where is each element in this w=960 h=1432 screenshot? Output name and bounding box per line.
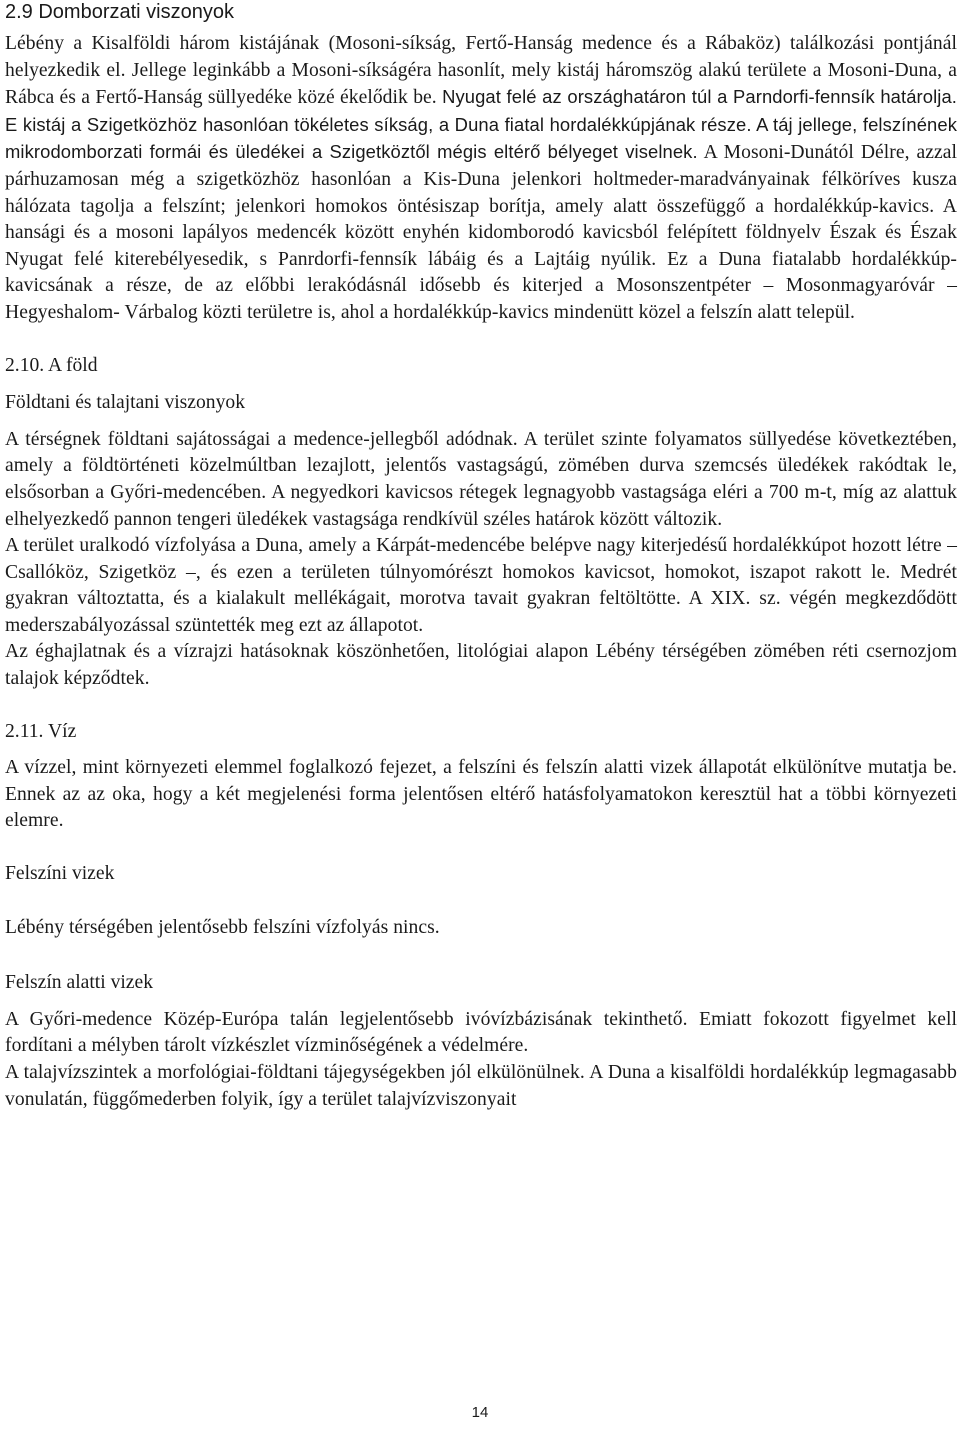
paragraph: A térségnek földtani sajátosságai a medence-jellegből adódnak. A terület szinte folyamatos süllyedése következtében, amely a földtörténeti közelmúltban lezajlott, jelentős vastagságú, zömében durva szemcsés üledékek rakódtak le, elsősorban a Győri-medencében. A negyedkori kavicsos rétegek legnagyobb vastagsága eléri a 700 m-t, míg az alattuk elhelyezkedő pannon tengeri üledékek vastagsága rendkívül széles határok között változik.	[5, 428, 957, 530]
paragraph	[5, 31, 957, 327]
paragraph: A Győri-medence Közép-Európa talán legjelentősebb ivóvízbázisának tekinthető. Emiatt fokozott figyelmet kell fordítani a mélyben tárolt vízkészlet vízminőségének a védelmére.	[5, 1008, 957, 1057]
paragraph-text: A Mosoni-Dunától Délre, azzal párhuzamosan még a szigetközhöz hasonlóan a Kis-Duna jelenkori holtmeder-maradványainak félköríves kusza hálózata tagolja a felszínt; jelenkori homokos öntésiszap borítja, amely alatt összefüggő a hordalékkúp-kavics. A hansági és a mosoni lapályos medencék között enyhén kidomborodó kavicsból felépített földnyelv Észak és Észak Nyugat felé kiterebélyesedik, s Panrdorfi-fennsík lábáig és a Lajtáig nyúlik. Ez a Duna fiatalabb hordalékkúp-kavicsának a része, de az előbbi lerakódásnál idősebb és kiterjed a Mosonszentpéter – Mosonmagyaróvár – Hegyeshalom- Várbalog közti területre is, ahol a hordalékkúp-kavics mindenütt közel a felszín alatt települ.	[5, 142, 958, 323]
document-page	[5, 0, 957, 1113]
page-number: 14	[471, 1404, 489, 1421]
section-subheading: Felszíni vizek	[5, 863, 115, 885]
section-heading: 2.10. A föld	[5, 354, 98, 376]
paragraph: Lébény térségében jelentősebb felszíni vízfolyás nincs.	[5, 916, 440, 938]
section-subheading: Földtani és talajtani viszonyok	[5, 392, 245, 414]
paragraph: A vízzel, mint környezeti elemmel foglalkozó fejezet, a felszíni és felszín alatti vizek állapotát elkülönítve mutatja be. Ennek az az oka, hogy a két megjelenési forma jelentősen eltérő hatásfolyamatokon keresztül hat a többi környezeti elemre.	[5, 757, 957, 832]
section-heading: 2.11. Víz	[5, 720, 77, 742]
paragraph-text: Lébény a Kisalföldi három kistájának (Mosoni-síkság, Fertő-Hanság medence és a Rábaköz) találkozási pontjánál helyezkedik el. Jellege leginkább a Mosoni-síkságéra hasonlít, mely kistáj háromszög alakú területe a Mosoni-Duna, a Rábca és a Fertő-Hanság süllyedéke közé ékelődik be.	[5, 33, 957, 109]
section-2-10	[5, 353, 957, 693]
section-2-11	[5, 719, 957, 1114]
section-subheading: Felszín alatti vizek	[5, 972, 153, 994]
paragraph-text: Nyugat felé az országhatáron túl a Parndorfi-fennsík határolja. E kistáj a Szigetközhöz hasonlóan tökéletes síkság, a Duna fiatal hordalékkúpjának része. A táj jellege, felszínének mikrodomborzati formái és üledékei a Szigetköztől mégis eltérő bélyeget viselnek.	[5, 86, 957, 163]
section-heading: 2.9 Domborzati viszonyok	[5, 1, 234, 23]
paragraph: A talajvízszintek a morfológiai-földtani tájegységekben jól elkülönülnek. A Duna a kisalföldi hordalékkúp legmagasabb vonulatán, függőmederben folyik, így a terület talajvízviszonyait	[5, 1062, 957, 1110]
section-2-9	[5, 0, 957, 327]
paragraph: Az éghajlatnak és a vízrajzi hatásoknak köszönhetően, litológiai alapon Lébény térségében zömében réti csernozjom talajok képződtek.	[5, 641, 957, 690]
paragraph: A terület uralkodó vízfolyása a Duna, amely a Kárpát-medencébe belépve nagy kiterjedésű hordalékkúpot hozott létre – Csallóköz, Szigetköz –, és ezen a területen túlnyomórészt homokos kavicsot, homokot, iszapot rakott le. Medrét gyakran változtatta, és a kialakult mellékágait, morotva tavait gyakran feltöltötte. A XIX. sz. végén megkezdődött mederszabályozással szüntették meg ezt az állapotot.	[5, 535, 957, 636]
